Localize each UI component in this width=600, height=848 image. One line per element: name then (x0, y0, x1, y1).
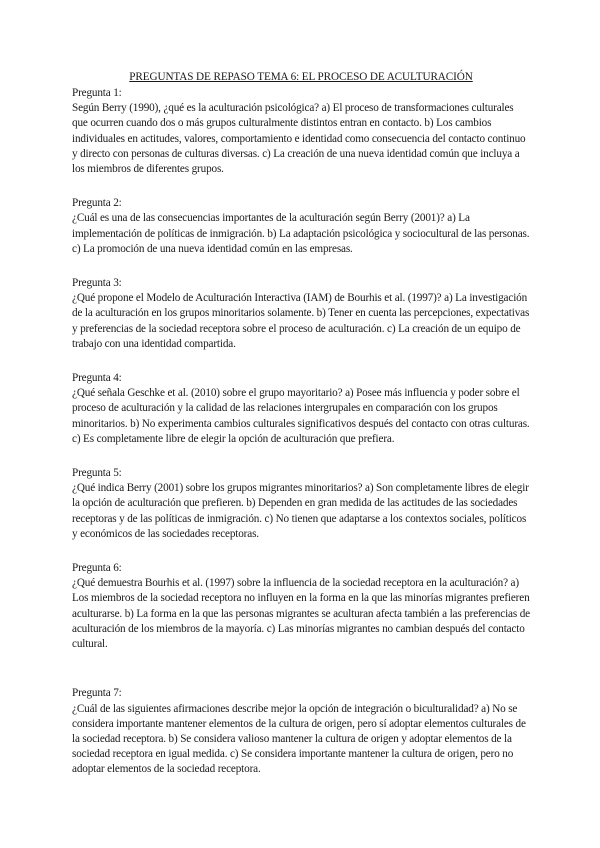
question-text: ¿Qué propone el Modelo de Aculturación Interactiva (IAM) de Bourhis et al. (1997)? a) La investigación de la aculturación en los grupos minoritarios solamente. b) Tener en cuenta las percepciones, expectativas y preferencias de la sociedad receptora sobre el proceso de aculturación. c) La creación de un equipo de trabajo con una identidad compartida. (72, 292, 530, 350)
question-4 (72, 371, 530, 447)
question-label: Pregunta 1: (72, 87, 122, 99)
question-label: Pregunta 5: (72, 467, 122, 480)
question-5 (72, 466, 530, 542)
question-label: Pregunta 4: (72, 372, 122, 385)
question-7 (72, 686, 530, 777)
question-1 (72, 86, 530, 177)
question-label: Pregunta 2: (72, 197, 122, 210)
question-text: ¿Qué señala Geschke et al. (2010) sobre el grupo mayoritario? a) Posee más influencia y poder sobre el proceso de aculturación y la calidad de las relaciones intergrupales en comparación con los grupos minoritarios. b) No experimenta cambios culturales significativos después del contacto con otras culturas. c) Es completamente libre de elegir la opción de aculturación que prefiera. (72, 387, 530, 445)
question-2 (72, 196, 530, 257)
question-text: ¿Cuál de las siguientes afirmaciones describe mejor la opción de integración o biculturalidad? a) No se considera importante mantener elementos de la cultura de origen, pero sí adoptar elementos culturales de la sociedad receptora. b) Se considera valioso mantener la cultura de origen y adoptar elementos de la sociedad receptora en igual medida. c) Se considera importante mantener la cultura de origen, pero no adoptar elementos de la sociedad receptora. (72, 702, 526, 776)
question-label: Pregunta 3: (72, 277, 122, 290)
question-text: ¿Qué indica Berry (2001) sobre los grupos migrantes minoritarios? a) Son completamente libres de elegir la opción de aculturación que prefieren. b) Dependen en gran medida de las actitudes de las sociedades receptoras y de las políticas de inmigración. c) No tienen que adaptarse a los contextos sociales, políticos y económicos de las sociedades receptoras. (72, 482, 529, 540)
question-text: ¿Cuál es una de las consecuencias importantes de la aculturación según Berry (2001)? a) La implementación de políticas de inmigración. b) La adaptación psicológica y sociocultural de las personas. c) La promoción de una nueva identidad común en las empresas. (72, 212, 530, 255)
question-text: Según Berry (1990), ¿qué es la aculturación psicológica? a) El proceso de transformaciones culturales que ocurren cuando dos o más grupos culturalmente distintos entran en contacto. b) Los cambios individuales en actitudes, valores, comportamiento e identidad como consecuencia del contacto continuo y directo con personas de culturas diversas. c) La creación de una nueva identidad común que incluya a los miembros de diferentes grupos. (72, 102, 526, 176)
question-6 (72, 561, 530, 652)
question-label: Pregunta 6: (72, 562, 122, 575)
question-text: ¿Qué demuestra Bourhis et al. (1997) sobre la influencia de la sociedad receptora en la aculturación? a) Los miembros de la sociedad receptora no influyen en la forma en la que las minorías migrantes prefieren aculturarse. b) La forma en la que las personas migrantes se aculturan afecta también a las preferencias de aculturación de los miembros de la mayoría. c) Las minorías migrantes no cambian después del contacto cultural. (72, 577, 530, 651)
question-label: Pregunta 7: (72, 687, 122, 700)
question-3 (72, 276, 530, 352)
document-title: PREGUNTAS DE REPASO TEMA 6: EL PROCESO DE ACULTURACIÓN (129, 71, 473, 83)
